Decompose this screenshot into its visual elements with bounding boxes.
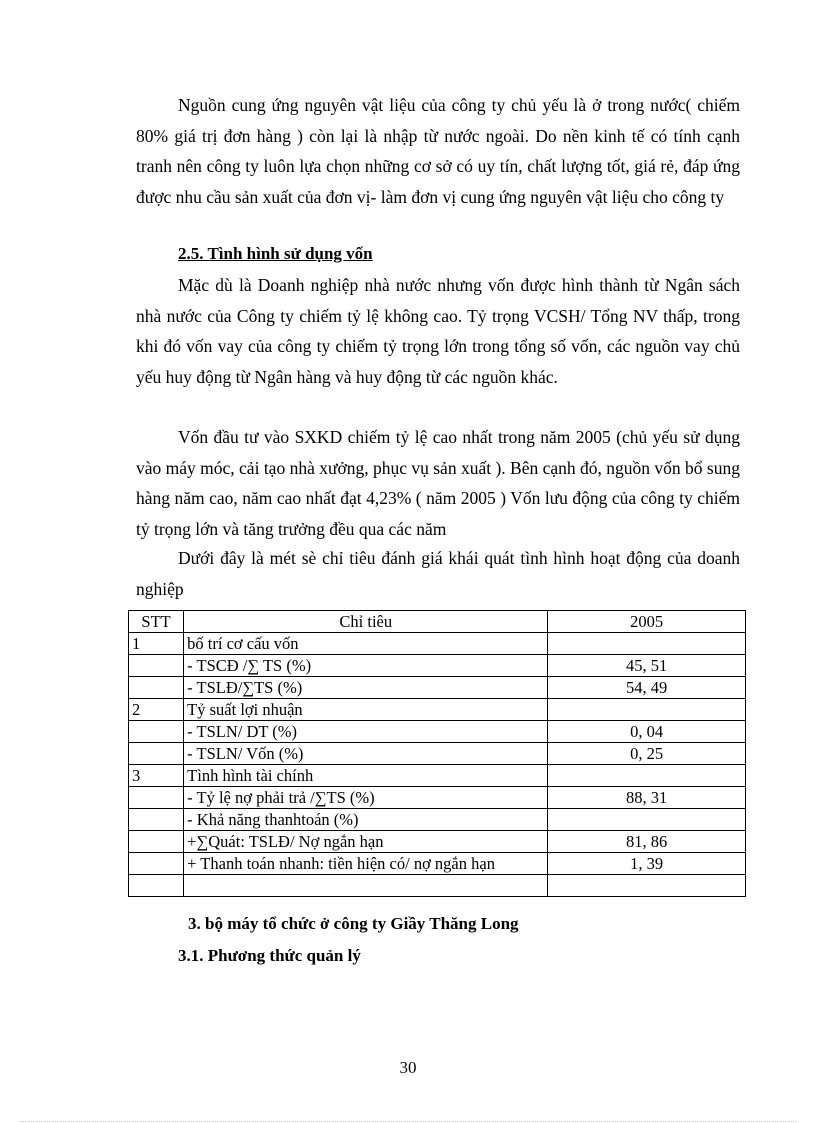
cell-value: 0, 25	[548, 743, 746, 765]
cell-indicator: - TSCĐ /∑ TS (%)	[184, 655, 548, 677]
cell-stt: 3	[129, 765, 184, 787]
header-stt: STT	[129, 611, 184, 633]
table-row	[129, 787, 746, 809]
cell-indicator: bố trí cơ cấu vốn	[184, 633, 548, 655]
cell-value: 1, 39	[548, 853, 746, 875]
cell-value: 88, 31	[548, 787, 746, 809]
paragraph-materials: Nguồn cung ứng nguyên vật liệu của công ty chủ yếu là ở trong nước( chiếm 80% giá trị đơn hàng ) còn lại là nhập từ nước ngoài. Do nền kinh tế có tính cạnh tranh nên công ty luôn lựa chọn những cơ sở có uy tín, chất lượng tốt, giá rẻ, đáp ứng được nhu cầu sản xuất của đơn vị- làm đơn vị cung ứng nguyên vật liệu cho công ty	[136, 95, 740, 207]
cell-indicator: Tỷ suất lợi nhuận	[184, 699, 548, 721]
cell-stt	[129, 721, 184, 743]
cell-indicator: - TSLN/ DT (%)	[184, 721, 548, 743]
cell-indicator	[184, 875, 548, 897]
table-row	[129, 699, 746, 721]
cell-indicator: Tình hình tài chính	[184, 765, 548, 787]
header-year: 2005	[548, 611, 746, 633]
table-row	[129, 743, 746, 765]
cell-indicator: + Thanh toán nhanh: tiền hiện có/ nợ ngắn hạn	[184, 853, 548, 875]
table-row	[129, 853, 746, 875]
paragraph-capital-structure: Mặc dù là Doanh nghiệp nhà nước nhưng vốn được hình thành từ Ngân sách nhà nước của Công ty chiếm tỷ lệ không cao. Tỷ trọng VCSH/ Tổng NV thấp, trong khi đó vốn vay của công ty chiếm tỷ trọng lớn trong tổng số vốn, các nguồn vay chủ yếu huy động từ Ngân hàng và huy động từ các nguồn khác.	[136, 275, 740, 387]
section-heading-3-1: 3.1. Phương thức quản lý	[178, 946, 361, 965]
cell-indicator: - TSLĐ/∑TS (%)	[184, 677, 548, 699]
cell-stt	[129, 853, 184, 875]
cell-indicator: +∑Quát: TSLĐ/ Nợ ngắn hạn	[184, 831, 548, 853]
cell-value	[548, 809, 746, 831]
cell-value: 81, 86	[548, 831, 746, 853]
page-number: 30	[399, 1058, 417, 1077]
cell-stt	[129, 743, 184, 765]
cell-stt: 1	[129, 633, 184, 655]
table-row	[129, 721, 746, 743]
cell-indicator: - Khả năng thanhtoán (%)	[184, 809, 548, 831]
cell-stt	[129, 787, 184, 809]
cell-value	[548, 765, 746, 787]
paragraph-investment: Vốn đầu tư vào SXKD chiếm tỷ lệ cao nhất trong năm 2005 (chủ yếu sử dụng vào máy móc, cải tạo nhà xưởng, phục vụ sản xuất ). Bên cạnh đó, nguồn vốn bổ sung hàng năm cao, năm cao nhất đạt 4,23% ( năm 2005 ) Vốn lưu động của công ty chiếm tỷ trọng lớn và tăng trưởng đều qua các năm	[136, 427, 740, 539]
cell-indicator: - Tỷ lệ nợ phải trả /∑TS (%)	[184, 787, 548, 809]
cell-value: 0, 04	[548, 721, 746, 743]
cell-value: 54, 49	[548, 677, 746, 699]
section-heading-3: 3. bộ máy tổ chức ở công ty Giầy Thăng Long	[188, 914, 519, 933]
table-row	[129, 831, 746, 853]
table-row	[129, 677, 746, 699]
table-row	[129, 875, 746, 897]
cell-value	[548, 875, 746, 897]
indicator-table	[128, 610, 746, 897]
header-indicator: Chỉ tiêu	[184, 611, 548, 633]
table-header-row	[129, 611, 746, 633]
table-row	[129, 809, 746, 831]
cell-value: 45, 51	[548, 655, 746, 677]
cell-stt	[129, 677, 184, 699]
table-row	[129, 633, 746, 655]
paragraph-table-intro: Dưới đây là mét sè chỉ tiêu đánh giá khái quát tình hình hoạt động của doanh nghiệp	[136, 548, 740, 599]
table-row	[129, 655, 746, 677]
section-heading-2-5: 2.5. Tình hình sử dụng vốn	[178, 244, 373, 263]
cell-indicator: - TSLN/ Vốn (%)	[184, 743, 548, 765]
table-row	[129, 765, 746, 787]
cell-stt	[129, 831, 184, 853]
page-edge-divider	[20, 1121, 796, 1122]
cell-stt	[129, 809, 184, 831]
cell-stt	[129, 875, 184, 897]
cell-stt	[129, 655, 184, 677]
cell-value	[548, 699, 746, 721]
cell-stt: 2	[129, 699, 184, 721]
cell-value	[548, 633, 746, 655]
